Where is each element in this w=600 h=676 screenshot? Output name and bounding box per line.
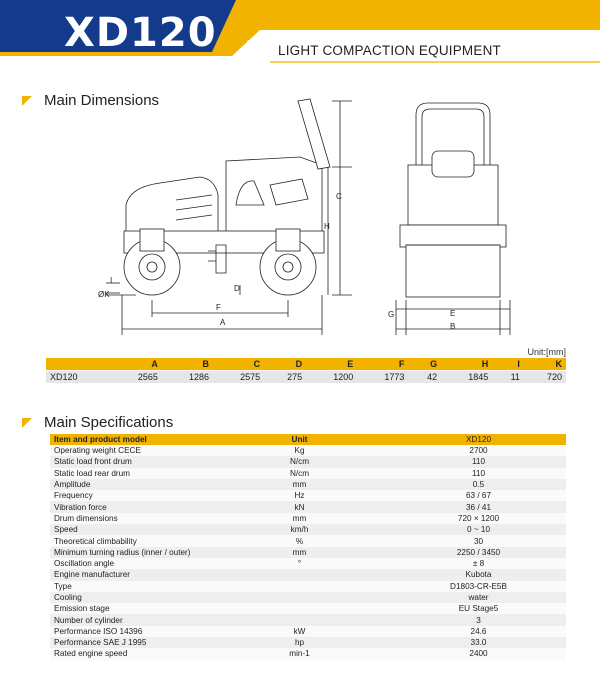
dim-header: G [408, 358, 441, 371]
spec-unit [208, 603, 391, 614]
spec-row [50, 468, 566, 479]
spec-unit: Hz [208, 490, 391, 501]
spec-item: Drum dimensions [50, 513, 208, 524]
spec-item: Operating weight CECE [50, 445, 208, 456]
spec-header-item: Item and product model [50, 434, 208, 445]
spec-value: 33.0 [391, 637, 566, 648]
dim-header: A [111, 358, 162, 371]
spec-value: 720 × 1200 [391, 513, 566, 524]
spec-item: Type [50, 581, 208, 592]
spec-unit: hp [208, 637, 391, 648]
section-dimensions-title: Main Dimensions [44, 92, 160, 109]
label-e: E [450, 309, 456, 318]
spec-item: Amplitude [50, 479, 208, 490]
label-k: ØK [98, 290, 110, 299]
spec-unit [208, 581, 391, 592]
spec-header-model: XD120 [391, 434, 566, 445]
spec-item: Theoretical climbability [50, 535, 208, 546]
spec-value: ± 8 [391, 558, 566, 569]
dim-header: C [213, 358, 264, 371]
spec-row [50, 569, 566, 580]
dim-cell: 275 [264, 371, 306, 384]
dim-header: H [441, 358, 492, 371]
spec-item: Frequency [50, 490, 208, 501]
spec-row [50, 547, 566, 558]
specs-header-row [50, 434, 566, 445]
spec-item: Performance ISO 14396 [50, 626, 208, 637]
spec-value: EU Stage5 [391, 603, 566, 614]
spec-item: Number of cylinder [50, 614, 208, 625]
dimensions-unit: Unit:[mm] [527, 347, 566, 357]
spec-item: Cooling [50, 592, 208, 603]
dimensions-value-row [46, 371, 566, 384]
spec-unit: N/cm [208, 456, 391, 467]
spec-row [50, 513, 566, 524]
dim-cell: XD120 [46, 371, 111, 384]
spec-row [50, 535, 566, 546]
specs-body [50, 445, 566, 660]
spec-item: Emission stage [50, 603, 208, 614]
spec-unit: mm [208, 479, 391, 490]
spec-unit: Kg [208, 445, 391, 456]
spec-item: Rated engine speed [50, 648, 208, 659]
spec-row [50, 592, 566, 603]
spec-value: 36 / 41 [391, 501, 566, 512]
dim-cell: 2565 [111, 371, 162, 384]
spec-item: Performance SAE J 1995 [50, 637, 208, 648]
spec-item: Speed [50, 524, 208, 535]
spec-value: 2400 [391, 648, 566, 659]
spec-value: 63 / 67 [391, 490, 566, 501]
spec-unit: kN [208, 501, 391, 512]
spec-row [50, 581, 566, 592]
roller-dimension-drawing [40, 95, 580, 343]
spec-value: 2700 [391, 445, 566, 456]
dim-header: K [524, 358, 566, 371]
dim-cell: 2575 [213, 371, 264, 384]
spec-value: 24.6 [391, 626, 566, 637]
side-view [106, 99, 352, 335]
label-d: D [234, 284, 240, 293]
spec-unit: min-1 [208, 648, 391, 659]
banner-subtitle: LIGHT COMPACTION EQUIPMENT [278, 43, 501, 58]
label-f: F [216, 303, 221, 312]
spec-row [50, 490, 566, 501]
spec-header-unit: Unit [208, 434, 391, 445]
spec-item: Minimum turning radius (inner / outer) [50, 547, 208, 558]
spec-value: 0.5 [391, 479, 566, 490]
spec-row [50, 456, 566, 467]
spec-unit: ° [208, 558, 391, 569]
label-i: I [110, 276, 113, 285]
label-g: G [388, 310, 395, 319]
dim-cell: 1845 [441, 371, 492, 384]
spec-unit [208, 592, 391, 603]
dim-header: B [162, 358, 213, 371]
spec-row [50, 637, 566, 648]
spec-row [50, 479, 566, 490]
spec-row [50, 524, 566, 535]
label-a: A [220, 318, 226, 327]
spec-unit [208, 569, 391, 580]
spec-value: 30 [391, 535, 566, 546]
spec-row [50, 614, 566, 625]
spec-unit: % [208, 535, 391, 546]
spec-value: 3 [391, 614, 566, 625]
spec-row [50, 648, 566, 659]
label-b: B [450, 322, 456, 331]
spec-value: 0 ~ 10 [391, 524, 566, 535]
label-c: C [336, 192, 342, 201]
dim-cell: 11 [492, 371, 524, 384]
spec-value: Kubota [391, 569, 566, 580]
label-h: H [324, 222, 330, 231]
spec-row [50, 445, 566, 456]
dim-header: E [306, 358, 357, 371]
spec-item: Oscillation angle [50, 558, 208, 569]
spec-row [50, 558, 566, 569]
spec-unit: kW [208, 626, 391, 637]
dim-cell: 42 [408, 371, 441, 384]
spec-unit: mm [208, 513, 391, 524]
dim-cell: 1773 [357, 371, 408, 384]
spec-value: D1803-CR-E5B [391, 581, 566, 592]
spec-value: 2250 / 3450 [391, 547, 566, 558]
spec-row [50, 501, 566, 512]
specs-table [50, 434, 566, 660]
spec-row [50, 626, 566, 637]
front-view [396, 103, 510, 335]
spec-unit: km/h [208, 524, 391, 535]
dim-header: F [357, 358, 408, 371]
spec-value: water [391, 592, 566, 603]
spec-unit: mm [208, 547, 391, 558]
dim-cell: 720 [524, 371, 566, 384]
spec-item: Static load rear drum [50, 468, 208, 479]
dim-header: D [264, 358, 306, 371]
section-marker-icon [22, 96, 32, 106]
spec-item: Vibration force [50, 501, 208, 512]
dimensions-table [46, 358, 566, 383]
spec-row [50, 603, 566, 614]
dimensions-header-row [46, 358, 566, 371]
section-specs-heading [22, 414, 173, 431]
spec-unit: N/cm [208, 468, 391, 479]
spec-item: Static load front drum [50, 456, 208, 467]
dim-cell: 1200 [306, 371, 357, 384]
spec-unit [208, 614, 391, 625]
section-marker-icon [22, 418, 32, 428]
spec-item: Engine manufacturer [50, 569, 208, 580]
dim-header [46, 358, 111, 371]
section-specs-title: Main Specifications [44, 414, 174, 431]
model-title: XD120 [64, 10, 217, 56]
spec-value: 110 [391, 468, 566, 479]
dim-cell: 1286 [162, 371, 213, 384]
dim-header: I [492, 358, 524, 371]
spec-value: 110 [391, 456, 566, 467]
